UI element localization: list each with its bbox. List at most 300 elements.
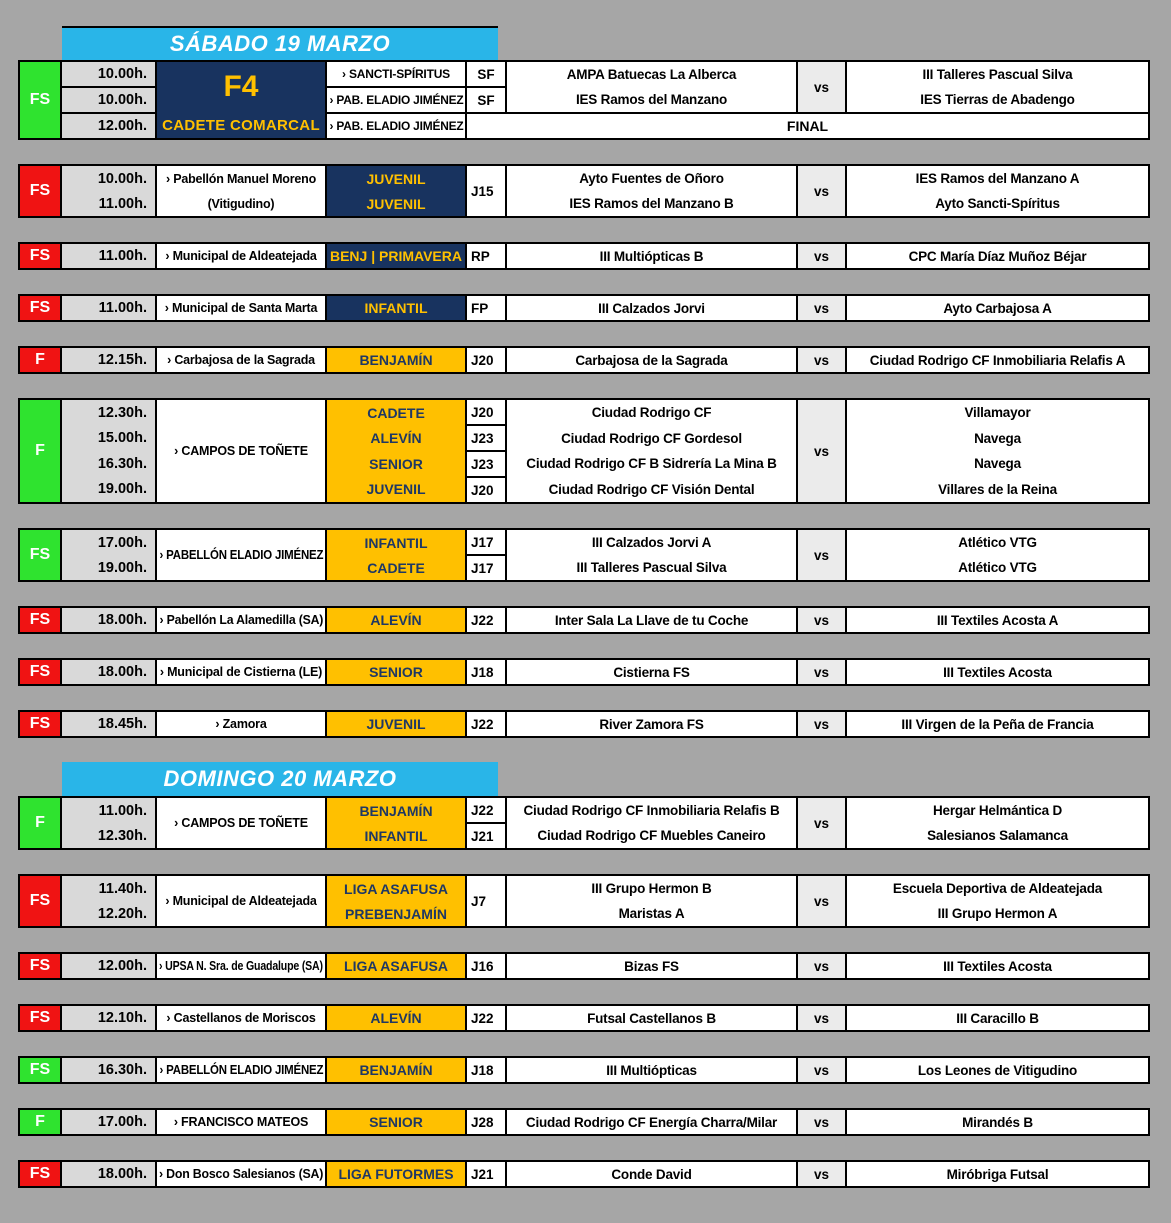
venue-name-text: › CAMPOS DE TOÑETE <box>174 816 308 830</box>
schedule-block <box>18 952 1150 980</box>
match-time-text: 12.10h. <box>97 1010 147 1026</box>
home-team-cell <box>507 1058 796 1082</box>
away-team <box>847 166 1148 191</box>
match-time-text: 11.00h. <box>98 248 147 264</box>
vs-label: vs <box>798 296 845 320</box>
category-label <box>327 901 465 926</box>
away-team-text: III Textiles Acosta <box>943 664 1052 680</box>
schedule-block <box>18 528 1150 582</box>
away-team <box>847 823 1148 848</box>
venue-cell <box>157 530 325 580</box>
category-cell <box>327 712 465 736</box>
match-time <box>62 296 155 320</box>
venue-name <box>157 1058 325 1082</box>
match-time <box>62 88 155 112</box>
schedule-block <box>18 1056 1150 1084</box>
category-label-text: LIGA FUTORMES <box>338 1166 454 1182</box>
match-time-cell <box>62 530 155 580</box>
category-cell <box>327 876 465 926</box>
match-time-text: 15.00h. <box>97 430 147 447</box>
schedule-block <box>18 242 1150 270</box>
home-team-text: IES Ramos del Manzano <box>575 92 728 107</box>
vs-label: vs <box>798 530 845 580</box>
home-team <box>507 426 796 452</box>
match-time-text: 12.30h. <box>97 827 147 844</box>
saturday-section <box>0 26 1171 738</box>
away-team-cell <box>847 530 1148 580</box>
home-team-text: III Multiópticas B <box>599 248 704 264</box>
home-team <box>507 608 796 632</box>
venue-cell <box>157 798 325 848</box>
home-team-text: Ciudad Rodrigo CF Inmobiliaria Relafis B <box>523 803 780 818</box>
away-team-text: Navega <box>974 430 1021 446</box>
category-label-text: JUVENIL <box>366 481 426 498</box>
vs-label: vs <box>798 712 845 736</box>
venue-cell <box>157 608 325 632</box>
match-code-cell: J7 <box>467 876 505 926</box>
away-team <box>847 1006 1148 1030</box>
match-code-cell: RP <box>467 244 505 268</box>
venue-cell <box>157 1058 325 1082</box>
home-team-cell <box>507 348 796 372</box>
home-team-text: Ciudad Rodrigo CF Gordesol <box>561 430 742 446</box>
home-team-cell <box>507 244 796 268</box>
home-team-text: River Zamora FS <box>599 716 704 732</box>
match-time-cell <box>62 1110 155 1134</box>
venue-name <box>157 712 325 736</box>
away-team-cell <box>847 876 1148 926</box>
venue-cell <box>157 660 325 684</box>
match-time <box>62 477 155 503</box>
match-code-cell: J16 <box>467 954 505 978</box>
category-label-text: ALEVÍN <box>370 430 422 447</box>
away-team <box>847 530 1148 555</box>
home-team-cell <box>507 1006 796 1030</box>
match-time <box>62 191 155 216</box>
match-time-text: 12.20h. <box>97 905 147 922</box>
away-team-cell <box>847 166 1148 216</box>
home-team-text: Ciudad Rodrigo CF B Sidrería La Mina B <box>526 456 777 472</box>
venue-name <box>327 114 465 138</box>
match-time-text: 17.00h. <box>97 1114 147 1130</box>
match-code-cell: J22 <box>467 712 505 736</box>
home-team-text: Carbajosa de la Sagrada <box>575 352 728 368</box>
away-team-text: Ayto Sancti-Spíritus <box>935 196 1060 211</box>
category-cell <box>327 1058 465 1082</box>
away-team <box>847 348 1148 372</box>
venue-name-text: › SANCTI-SPÍRITUS <box>342 67 450 81</box>
away-team-text: Ciudad Rodrigo CF Inmobiliaria Relafis A <box>869 352 1126 368</box>
match-time-text: 10.00h. <box>97 170 147 187</box>
match-time-text: 18.00h. <box>97 612 147 628</box>
category-label <box>327 348 465 372</box>
league-badge: FS <box>20 608 60 632</box>
vs-label: vs <box>798 62 845 112</box>
match-time <box>62 901 155 926</box>
vs-label: vs <box>798 1162 845 1186</box>
match-time-text: 18.45h. <box>97 716 147 732</box>
league-badge: FS <box>20 876 60 926</box>
away-team-text: Villares de la Reina <box>938 481 1057 497</box>
match-code-cell: J20 <box>467 348 505 372</box>
venue-cell <box>157 876 325 926</box>
venue-cell <box>157 166 325 216</box>
match-time-text: 11.00h. <box>98 195 147 212</box>
away-team-text: Miróbriga Futsal <box>946 1166 1049 1182</box>
schedule-block <box>18 294 1150 322</box>
home-team-text: Ayto Fuentes de Oñoro <box>579 171 724 186</box>
match-time <box>62 876 155 901</box>
category-label <box>327 451 465 477</box>
home-team-text: III Calzados Jorvi <box>598 300 705 316</box>
match-time-cell <box>62 1058 155 1082</box>
category-label <box>327 660 465 684</box>
away-team-cell <box>847 954 1148 978</box>
vs-label: vs <box>798 1006 845 1030</box>
category-label <box>327 166 465 191</box>
venue-name-text: › Municipal de Aldeatejada <box>165 894 317 908</box>
match-time <box>62 555 155 580</box>
away-team-text: III Textiles Acosta <box>943 958 1052 974</box>
match-time-cell <box>62 400 155 502</box>
match-time <box>62 608 155 632</box>
venue-name <box>157 296 325 320</box>
category-label <box>327 1110 465 1134</box>
schedule-block <box>18 164 1150 218</box>
category-cell <box>327 400 465 502</box>
venue-name-text: › Pabellón La Alamedilla (SA) <box>159 613 323 627</box>
category-label <box>327 876 465 901</box>
match-code-cell: J20 <box>467 478 505 502</box>
category-label <box>327 1006 465 1030</box>
venue-name <box>327 62 465 86</box>
venue-name <box>157 876 325 926</box>
vs-label: vs <box>798 348 845 372</box>
category-label <box>327 1058 465 1082</box>
home-team <box>507 400 796 426</box>
league-badge: FS <box>20 712 60 736</box>
away-team-text: III Textiles Acosta A <box>936 612 1059 628</box>
away-team-text: Villamayor <box>964 405 1031 421</box>
category-label <box>327 426 465 452</box>
home-team-cell <box>507 1110 796 1134</box>
venue-name-text: › Municipal de Aldeatejada <box>165 249 317 263</box>
away-team-text: Atlético VTG <box>958 535 1037 550</box>
venue-name-text: › PABELLÓN ELADIO JIMÉNEZ <box>159 548 323 562</box>
home-team-cell <box>507 876 796 926</box>
category-cell <box>327 1006 465 1030</box>
vs-label: vs <box>798 244 845 268</box>
away-team-cell <box>847 400 1148 502</box>
home-team <box>507 348 796 372</box>
venue-name <box>157 1162 325 1186</box>
category-label-text: LIGA ASAFUSA <box>344 958 448 974</box>
sunday-blocks <box>0 796 1171 1188</box>
away-team-text: III Virgen de la Peña de Francia <box>901 716 1094 732</box>
venue-name-text: › Don Bosco Salesianos (SA) <box>158 1167 324 1181</box>
match-time <box>62 1006 155 1030</box>
away-team <box>847 296 1148 320</box>
category-label-text: INFANTIL <box>364 300 428 316</box>
category-cell <box>327 1162 465 1186</box>
away-team-text: IES Ramos del Manzano A <box>915 171 1080 186</box>
home-team <box>507 876 796 901</box>
home-team-text: III Grupo Hermon B <box>591 881 712 896</box>
category-label-text: BENJAMÍN <box>359 1062 433 1078</box>
league-badge: F <box>20 798 60 848</box>
schedule-block <box>18 874 1150 928</box>
match-time-text: 12.00h. <box>97 118 147 134</box>
match-time <box>62 1058 155 1082</box>
category-label-text: ALEVÍN <box>370 612 422 628</box>
home-team <box>507 451 796 477</box>
final-cell: FINAL <box>467 114 1148 138</box>
home-team <box>507 954 796 978</box>
match-code-cell: J18 <box>467 1058 505 1082</box>
match-code-cell: J15 <box>467 166 505 216</box>
home-team-cell <box>507 798 796 848</box>
match-time-text: 19.00h. <box>97 559 147 576</box>
away-team-cell <box>847 1162 1148 1186</box>
match-time-text: 11.00h. <box>98 802 147 819</box>
venue-name <box>157 400 325 502</box>
match-time-cell <box>62 798 155 848</box>
away-team <box>847 1162 1148 1186</box>
f4-subtitle: CADETE COMARCAL <box>162 116 320 134</box>
category-label-text: SENIOR <box>369 1114 423 1130</box>
away-team-text: Navega <box>974 456 1021 472</box>
venue-cell <box>157 400 325 502</box>
away-team-text: CPC María Díaz Muñoz Béjar <box>908 248 1087 264</box>
match-time <box>62 798 155 823</box>
category-label-text: CADETE <box>367 559 425 576</box>
match-time <box>62 1110 155 1134</box>
home-team-text: Ciudad Rodrigo CF Muebles Caneiro <box>537 828 766 843</box>
match-time-text: 16.30h. <box>97 1062 147 1078</box>
home-team-cell <box>507 608 796 632</box>
match-time-text: 12.00h. <box>97 958 147 974</box>
away-team <box>847 426 1148 452</box>
match-code-cell: FP <box>467 296 505 320</box>
match-code-cell: J22 <box>467 798 505 822</box>
home-team-text: III Talleres Pascual Silva <box>576 560 727 575</box>
away-team-text: IES Tierras de Abadengo <box>920 92 1075 107</box>
away-team <box>847 876 1148 901</box>
match-time <box>62 530 155 555</box>
schedule-block <box>18 1108 1150 1136</box>
match-time-text: 10.00h. <box>97 66 147 82</box>
category-label-text: ALEVÍN <box>370 1010 422 1026</box>
category-label-text: JUVENIL <box>366 195 426 212</box>
match-time-cell <box>62 712 155 736</box>
match-time-cell <box>62 62 155 86</box>
category-cell <box>327 530 465 580</box>
venue-name-text: › PAB. ELADIO JIMÉNEZ <box>329 119 463 133</box>
f4-panel <box>157 62 325 138</box>
league-badge: FS <box>20 660 60 684</box>
day-header-sunday: DOMINGO 20 MARZO <box>62 762 498 796</box>
away-team-cell <box>847 608 1148 632</box>
home-team <box>507 823 796 848</box>
vs-label: vs <box>798 660 845 684</box>
home-team <box>507 1006 796 1030</box>
match-code-cell: J23 <box>467 426 505 450</box>
match-time-cell <box>62 244 155 268</box>
venue-name-text: › Carbajosa de la Sagrada <box>167 353 315 367</box>
category-label-text: CADETE <box>367 404 425 421</box>
venue-name <box>157 348 325 372</box>
match-code-cell: J20 <box>467 400 505 424</box>
venue-name <box>157 1006 325 1030</box>
category-label <box>327 954 465 978</box>
home-team-cell <box>507 296 796 320</box>
home-team-text: Ciudad Rodrigo CF Visión Dental <box>548 481 755 497</box>
match-time <box>62 244 155 268</box>
match-time <box>62 348 155 372</box>
match-time-text: 12.15h. <box>97 352 147 368</box>
venue-name <box>327 88 465 112</box>
home-team <box>507 62 796 87</box>
category-label-text: JUVENIL <box>366 170 426 187</box>
match-code-cell: J17 <box>467 530 505 554</box>
match-code-cell: J21 <box>467 1162 505 1186</box>
league-badge: FS <box>20 954 60 978</box>
away-team <box>847 244 1148 268</box>
match-code-cell: J17 <box>467 556 505 580</box>
home-team-cell <box>507 954 796 978</box>
home-team-text: Futsal Castellanos B <box>587 1010 716 1026</box>
match-time-text: 11.00h. <box>98 300 147 316</box>
vs-label: vs <box>798 876 845 926</box>
away-team-cell <box>847 244 1148 268</box>
away-team-text: Escuela Deportiva de Aldeatejada <box>892 881 1103 896</box>
home-team <box>507 555 796 580</box>
away-team <box>847 451 1148 477</box>
match-code-cell: J22 <box>467 1006 505 1030</box>
home-team-text: Maristas A <box>618 906 685 921</box>
home-team <box>507 712 796 736</box>
home-team <box>507 1058 796 1082</box>
match-time <box>62 954 155 978</box>
home-team-cell <box>507 62 796 112</box>
venue-name <box>157 608 325 632</box>
schedule-block <box>18 710 1150 738</box>
venue-name-text: › Pabellón Manuel Moreno <box>165 171 317 186</box>
schedule-block <box>18 658 1150 686</box>
league-badge: FS <box>20 166 60 216</box>
away-team <box>847 87 1148 112</box>
league-badge: FS <box>20 244 60 268</box>
home-team <box>507 798 796 823</box>
match-code-cell: J23 <box>467 452 505 476</box>
venue-name-text: › FRANCISCO MATEOS <box>173 1115 309 1129</box>
match-code-cell: J22 <box>467 608 505 632</box>
match-time-cell <box>62 296 155 320</box>
venue-name <box>157 530 325 580</box>
category-label-text: PREBENJAMÍN <box>345 905 447 922</box>
home-team <box>507 191 796 216</box>
venue-cell <box>157 348 325 372</box>
schedule-block <box>18 606 1150 634</box>
away-team <box>847 798 1148 823</box>
category-label-text: INFANTIL <box>364 534 428 551</box>
match-time-text: 16.30h. <box>97 455 147 472</box>
venue-cell <box>327 114 465 138</box>
match-time-cell <box>62 660 155 684</box>
home-team <box>507 87 796 112</box>
f4-title: F4 <box>223 70 259 104</box>
venue-name <box>157 191 325 216</box>
match-code-cell: SF <box>467 62 505 86</box>
match-code-cell: J21 <box>467 824 505 848</box>
away-team-text: III Talleres Pascual Silva <box>922 67 1073 82</box>
venue-name-text: › UPSA N. Sra. de Guadalupe (SA) <box>159 959 323 973</box>
match-time <box>62 660 155 684</box>
away-team-cell <box>847 1006 1148 1030</box>
home-team-text: III Multiópticas <box>606 1062 697 1078</box>
home-team-text: III Calzados Jorvi A <box>591 535 712 550</box>
schedule-block <box>18 60 1150 140</box>
home-team <box>507 1162 796 1186</box>
category-label <box>327 191 465 216</box>
home-team-text: IES Ramos del Manzano B <box>569 196 734 211</box>
vs-label: vs <box>798 954 845 978</box>
category-cell <box>327 244 465 268</box>
category-label <box>327 477 465 503</box>
category-label-text: BENJ | PRIMAVERA <box>329 248 462 264</box>
vs-label: vs <box>798 166 845 216</box>
home-team-cell <box>507 400 796 502</box>
schedule-block <box>18 346 1150 374</box>
venue-cell <box>157 1162 325 1186</box>
away-team <box>847 1110 1148 1134</box>
match-time <box>62 712 155 736</box>
away-team-text: Atlético VTG <box>958 560 1037 575</box>
venue-cell <box>157 954 325 978</box>
match-time <box>62 62 155 86</box>
match-time-text: 18.00h. <box>97 1166 147 1182</box>
away-team <box>847 191 1148 216</box>
venue-cell <box>157 1110 325 1134</box>
category-label-text: INFANTIL <box>364 827 428 844</box>
venue-name-text: › PABELLÓN ELADIO JIMÉNEZ <box>159 1063 323 1077</box>
venue-name <box>157 244 325 268</box>
away-team-cell <box>847 62 1148 112</box>
match-time <box>62 426 155 452</box>
category-cell <box>327 608 465 632</box>
venue-cell <box>327 88 465 112</box>
category-cell <box>327 166 465 216</box>
home-team-text: Ciudad Rodrigo CF <box>591 405 712 421</box>
venue-name-text: › Castellanos de Moriscos <box>166 1011 316 1025</box>
league-badge: F <box>20 348 60 372</box>
away-team-text: Hergar Helmántica D <box>933 803 1062 818</box>
match-code-cell: SF <box>467 88 505 112</box>
away-team-text: Ayto Carbajosa A <box>943 300 1052 316</box>
match-time-text: 18.00h. <box>97 664 147 680</box>
match-time-text: 19.00h. <box>97 481 147 498</box>
vs-label: vs <box>798 1058 845 1082</box>
home-team-text: Bizas FS <box>624 958 679 974</box>
category-label <box>327 555 465 580</box>
away-team-cell <box>847 1110 1148 1134</box>
schedule-block <box>18 1004 1150 1032</box>
home-team-cell <box>507 660 796 684</box>
category-cell <box>327 348 465 372</box>
category-cell <box>327 954 465 978</box>
home-team-text: AMPA Batuecas La Alberca <box>566 67 737 82</box>
league-badge: FS <box>20 1058 60 1082</box>
